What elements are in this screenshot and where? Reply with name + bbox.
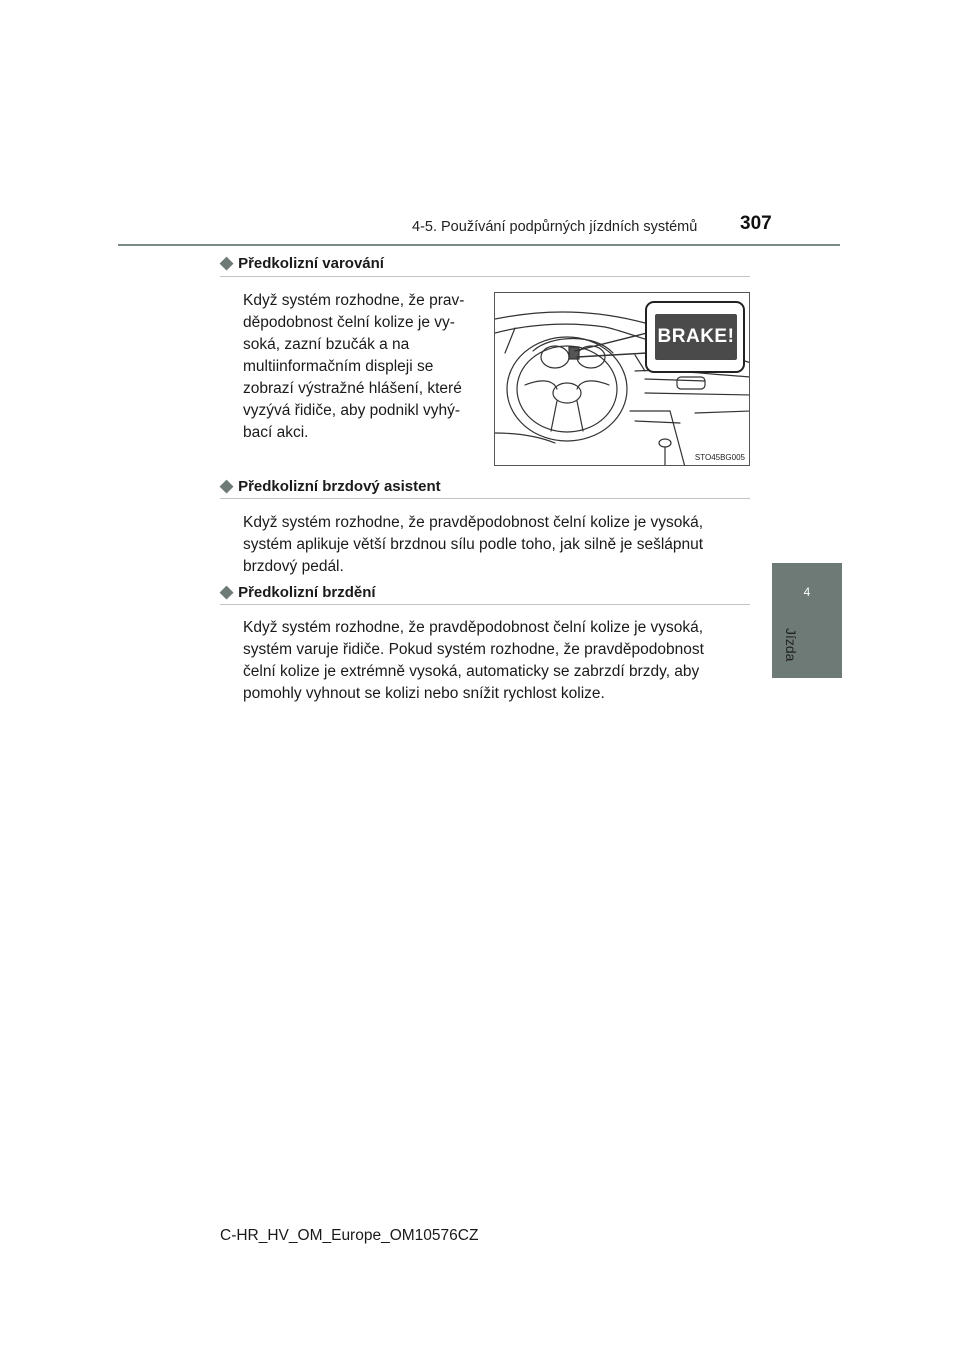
section-heading-3: [220, 582, 376, 602]
section-divider: [220, 276, 750, 277]
page-number: 307: [740, 213, 772, 234]
diamond-bullet-icon: ◆: [220, 582, 234, 601]
section-heading-text: Předkolizní brzdění: [238, 584, 376, 601]
text-line: pomohly vyhnout se kolizi nebo snížit rychlost kolize.: [243, 685, 605, 702]
diamond-bullet-icon: ◆: [220, 476, 234, 495]
text-line: Když systém rozhodne, že pravděpodobnost čelní kolize je vysoká,: [243, 514, 704, 531]
chapter-label: Jízda: [783, 628, 799, 662]
text-line: zobrazí výstražné hlášení, které: [243, 380, 462, 397]
chapter-number: 4: [803, 585, 811, 599]
text-line: děpodobnost čelní kolize je vy-: [243, 314, 455, 331]
text-line: vyzývá řidiče, aby podnikl vyhý-: [243, 402, 461, 419]
header-divider: [118, 244, 840, 246]
dashboard-figure: [494, 292, 750, 466]
text-line: Když systém rozhodne, že prav-: [243, 292, 465, 309]
section-heading-text: Předkolizní varování: [238, 255, 384, 272]
section-body-3: [243, 617, 749, 705]
brake-display: [655, 314, 737, 360]
text-line: soká, zazní bzučák a na: [243, 336, 410, 353]
section-divider: [220, 498, 750, 499]
document-id: C-HR_HV_OM_Europe_OM10576CZ: [220, 1227, 479, 1244]
figure-code: STO45BG005: [694, 453, 745, 462]
section-body-1: [243, 290, 487, 444]
text-line: systém varuje řidiče. Pokud systém rozhodne, že pravděpodobnost: [243, 641, 704, 658]
diamond-bullet-icon: ◆: [220, 253, 234, 272]
text-line: systém aplikuje větší brzdnou sílu podle toho, jak silně je sešlápnut: [243, 536, 704, 553]
section-divider: [220, 604, 750, 605]
text-line: bací akci.: [243, 424, 309, 441]
brake-display-callout: [645, 301, 745, 373]
brake-warning-text: BRAKE!: [657, 326, 735, 347]
text-line: Když systém rozhodne, že pravděpodobnost čelní kolize je vysoká,: [243, 619, 704, 636]
text-line: multiinformačním displeji se: [243, 358, 434, 375]
header-section-title: 4-5. Používání podpůrných jízdních systémů: [412, 219, 698, 235]
section-heading-1: [220, 253, 384, 273]
text-line: čelní kolize je extrémně vysoká, automaticky se zabrzdí brzdy, aby: [243, 663, 700, 680]
section-heading-text: Předkolizní brzdový asistent: [238, 478, 441, 495]
text-line: brzdový pedál.: [243, 558, 344, 575]
section-heading-2: [220, 476, 441, 496]
section-body-2: [243, 512, 749, 578]
